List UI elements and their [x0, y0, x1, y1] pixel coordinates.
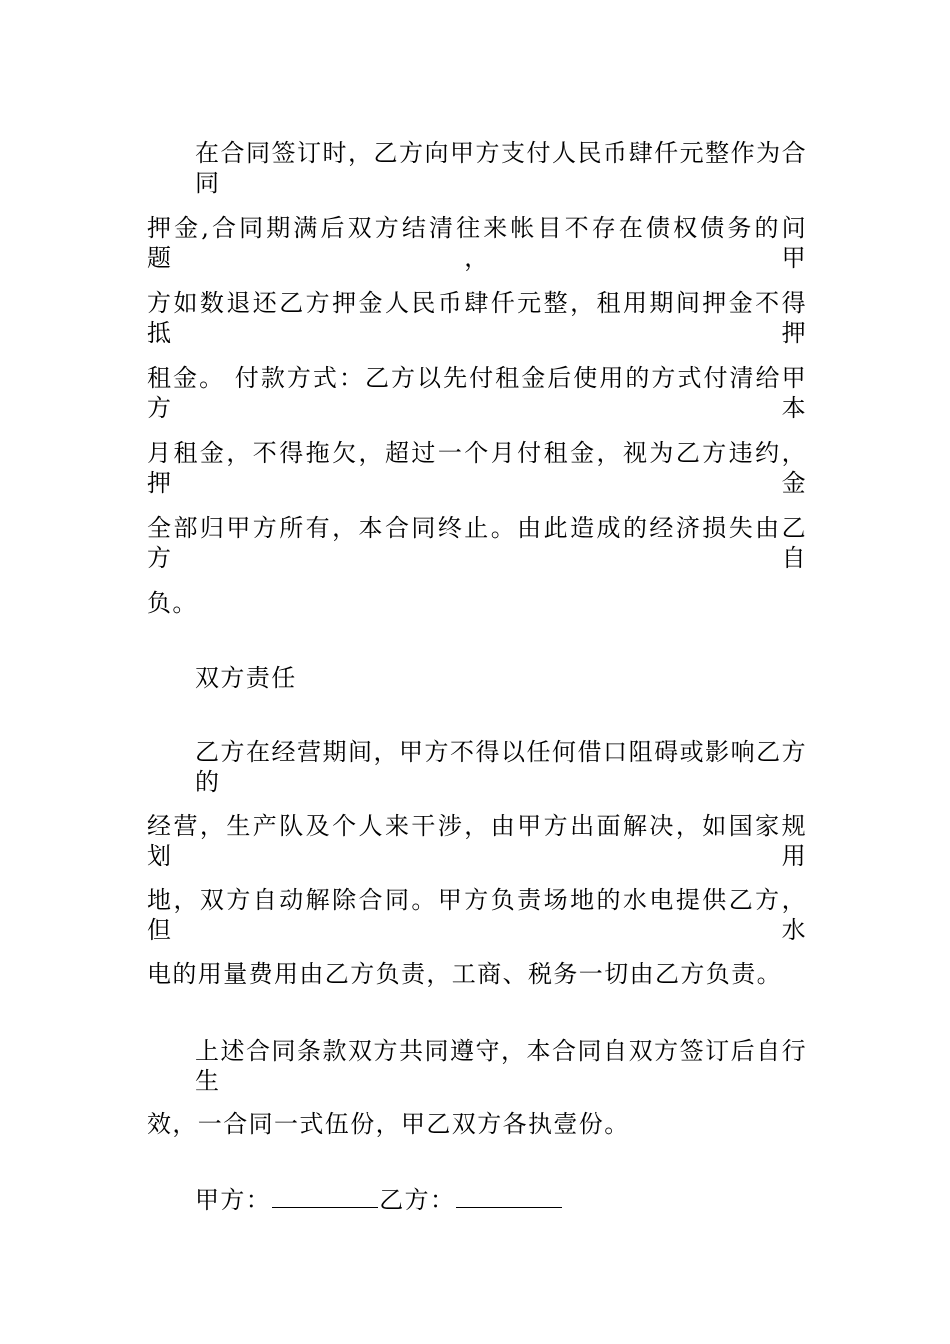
deposit-paragraph-line-6: 全部归甲方所有，本合同终止。由此造成的经济损失由乙方自 [147, 514, 807, 572]
responsibility-paragraph-line-1: 乙方在经营期间，甲方不得以任何借口阻碍或影响乙方的 [195, 738, 807, 796]
party-a-label: 甲方： [195, 1186, 272, 1214]
deposit-paragraph-line-5: 月租金，不得拖欠，超过一个月付租金，视为乙方违约，押金 [147, 439, 807, 497]
deposit-paragraph-line-4: 租金。 付款方式：乙方以先付租金后使用的方式付清给甲方本 [147, 364, 807, 422]
responsibility-paragraph-line-4: 电的用量费用由乙方负责，工商、税务一切由乙方负责。 [147, 960, 782, 988]
section-heading: 双方责任 [195, 664, 297, 692]
signature-row [195, 1183, 563, 1215]
responsibility-paragraph-line-3: 地，双方自动解除合同。甲方负责场地的水电提供乙方，但水 [147, 886, 807, 944]
closing-paragraph-line-1: 上述合同条款双方共同遵守，本合同自双方签订后自行生 [195, 1037, 807, 1095]
party-a-signature-line [272, 1183, 378, 1208]
responsibility-paragraph-line-2: 经营，生产队及个人来干涉，由甲方出面解决，如国家规划用 [147, 812, 807, 870]
deposit-paragraph-line-7: 负。 [147, 589, 198, 617]
party-b-signature-line [456, 1183, 562, 1208]
deposit-paragraph-line-1: 在合同签订时，乙方向甲方支付人民币肆仟元整作为合同 [195, 139, 807, 197]
deposit-paragraph-line-3: 方如数退还乙方押金人民币肆仟元整，租用期间押金不得抵押 [147, 289, 807, 347]
deposit-paragraph-line-2: 押金,合同期满后双方结清往来帐目不存在债权债务的问题，甲 [147, 214, 807, 272]
party-b-label: 乙方： [379, 1186, 456, 1214]
closing-paragraph-line-2: 效，一合同一式伍份，甲乙双方各执壹份。 [147, 1110, 630, 1138]
